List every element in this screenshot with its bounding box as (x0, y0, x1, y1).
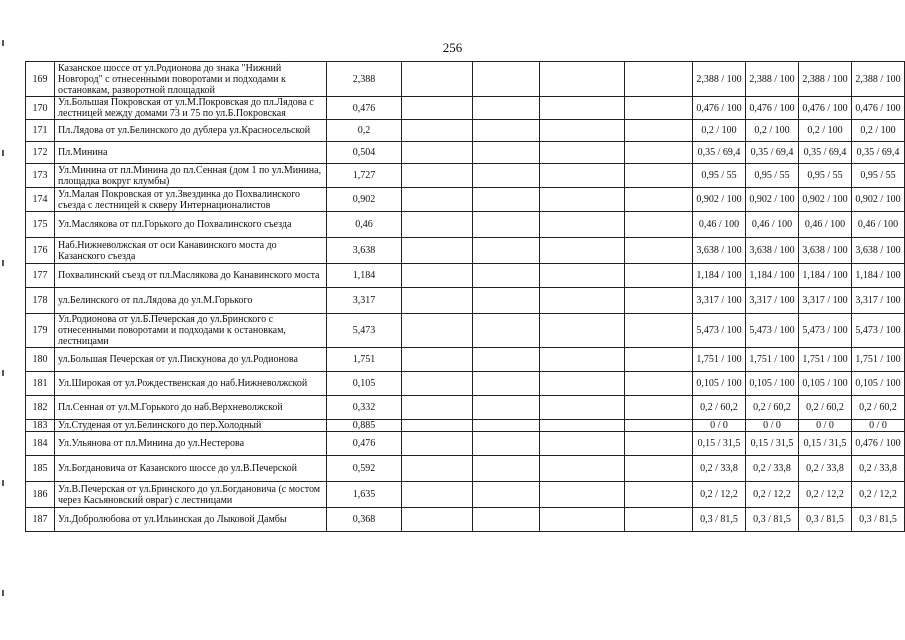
row-number: 184 (26, 432, 55, 456)
value-cell: 1,751 / 100 (799, 348, 852, 372)
table-row (26, 97, 905, 120)
value-cell: 0,95 / 55 (852, 164, 905, 188)
value-cell: 0,3 / 81,5 (799, 508, 852, 532)
value-cell: 0,2 / 33,8 (693, 456, 746, 482)
empty-cell (402, 97, 473, 120)
value-cell: 2,388 / 100 (693, 62, 746, 97)
value-cell: 3,638 / 100 (799, 238, 852, 264)
empty-cell (473, 482, 540, 508)
road-name: ул.Большая Печерская от ул.Пискунова до ул.Родионова (55, 348, 327, 372)
value-cell: 0,2 / 100 (746, 120, 799, 142)
road-name: Ул.Ульянова от пл.Минина до ул.Нестерова (55, 432, 327, 456)
row-number: 169 (26, 62, 55, 97)
empty-cell (540, 62, 625, 97)
empty-cell (402, 372, 473, 396)
empty-cell (402, 238, 473, 264)
empty-cell (625, 396, 693, 420)
table-row (26, 420, 905, 432)
road-length: 1,751 (327, 348, 402, 372)
value-cell: 0,902 / 100 (746, 188, 799, 212)
value-cell: 0,15 / 31,5 (799, 432, 852, 456)
value-cell: 0,902 / 100 (852, 188, 905, 212)
empty-cell (402, 432, 473, 456)
value-cell: 0,95 / 55 (693, 164, 746, 188)
empty-cell (540, 314, 625, 348)
empty-cell (402, 188, 473, 212)
empty-cell (625, 288, 693, 314)
value-cell: 0,2 / 12,2 (799, 482, 852, 508)
road-name: Ул.В.Печерская от ул.Бринского до ул.Богдановича (с мостом через Касьяновский овраг) с лестницами (55, 482, 327, 508)
binding-margin-marks (2, 0, 4, 640)
empty-cell (402, 120, 473, 142)
value-cell: 0,105 / 100 (852, 372, 905, 396)
value-cell: 0,2 / 12,2 (852, 482, 905, 508)
value-cell: 0,2 / 33,8 (799, 456, 852, 482)
table-row (26, 62, 905, 97)
empty-cell (540, 142, 625, 164)
value-cell: 0 / 0 (852, 420, 905, 432)
road-name: Пл.Лядова от ул.Белинского до дублера ул.Красносельской (55, 120, 327, 142)
value-cell: 0,902 / 100 (693, 188, 746, 212)
value-cell: 0,476 / 100 (852, 97, 905, 120)
empty-cell (625, 264, 693, 288)
table-row (26, 456, 905, 482)
row-number: 185 (26, 456, 55, 482)
value-cell: 0,35 / 69,4 (799, 142, 852, 164)
empty-cell (402, 348, 473, 372)
value-cell: 0,35 / 69,4 (746, 142, 799, 164)
empty-cell (473, 97, 540, 120)
empty-cell (540, 212, 625, 238)
value-cell: 0,476 / 100 (746, 97, 799, 120)
road-length: 0,46 (327, 212, 402, 238)
table-row (26, 188, 905, 212)
value-cell: 1,751 / 100 (693, 348, 746, 372)
road-length: 0,504 (327, 142, 402, 164)
road-name: Ул.Минина от пл.Минина до пл.Сенная (дом 1 по ул.Минина, площадка вокруг клумбы) (55, 164, 327, 188)
road-length: 1,184 (327, 264, 402, 288)
row-number: 170 (26, 97, 55, 120)
empty-cell (402, 142, 473, 164)
value-cell: 1,751 / 100 (852, 348, 905, 372)
road-name: Ул.Малая Покровская от ул.Звездинка до Похвалинского съезда с лестницей к скверу Интернационалистов (55, 188, 327, 212)
value-cell: 0,95 / 55 (746, 164, 799, 188)
road-length: 0,592 (327, 456, 402, 482)
empty-cell (402, 508, 473, 532)
empty-cell (625, 142, 693, 164)
road-name: Ул.Студеная от ул.Белинского до пер.Холодный (55, 420, 327, 432)
empty-cell (625, 432, 693, 456)
table-row (26, 372, 905, 396)
empty-cell (625, 212, 693, 238)
empty-cell (402, 482, 473, 508)
empty-cell (540, 372, 625, 396)
empty-cell (473, 142, 540, 164)
value-cell: 1,184 / 100 (746, 264, 799, 288)
empty-cell (473, 164, 540, 188)
value-cell: 0,902 / 100 (799, 188, 852, 212)
empty-cell (540, 264, 625, 288)
empty-cell (625, 508, 693, 532)
empty-cell (540, 164, 625, 188)
value-cell: 0,2 / 33,8 (746, 456, 799, 482)
value-cell: 0 / 0 (746, 420, 799, 432)
value-cell: 0,46 / 100 (693, 212, 746, 238)
empty-cell (473, 120, 540, 142)
empty-cell (473, 348, 540, 372)
empty-cell (625, 238, 693, 264)
table-row (26, 348, 905, 372)
row-number: 187 (26, 508, 55, 532)
empty-cell (540, 188, 625, 212)
road-name: Ул.Добролюбова от ул.Ильинская до Лыковой Дамбы (55, 508, 327, 532)
empty-cell (540, 456, 625, 482)
value-cell: 3,317 / 100 (693, 288, 746, 314)
empty-cell (540, 432, 625, 456)
road-name: Пл.Минина (55, 142, 327, 164)
empty-cell (473, 420, 540, 432)
row-number: 186 (26, 482, 55, 508)
empty-cell (540, 238, 625, 264)
value-cell: 0,3 / 81,5 (852, 508, 905, 532)
value-cell: 0,2 / 100 (693, 120, 746, 142)
empty-cell (473, 396, 540, 420)
value-cell: 0,2 / 12,2 (693, 482, 746, 508)
row-number: 175 (26, 212, 55, 238)
empty-cell (402, 456, 473, 482)
row-number: 172 (26, 142, 55, 164)
empty-cell (473, 264, 540, 288)
value-cell: 0,15 / 31,5 (746, 432, 799, 456)
value-cell: 0,35 / 69,4 (852, 142, 905, 164)
table-row (26, 120, 905, 142)
empty-cell (625, 348, 693, 372)
value-cell: 5,473 / 100 (693, 314, 746, 348)
road-length: 0,368 (327, 508, 402, 532)
empty-cell (625, 164, 693, 188)
value-cell: 0,2 / 60,2 (746, 396, 799, 420)
value-cell: 0,2 / 100 (852, 120, 905, 142)
empty-cell (473, 288, 540, 314)
value-cell: 0,2 / 60,2 (852, 396, 905, 420)
road-length: 1,727 (327, 164, 402, 188)
empty-cell (402, 314, 473, 348)
empty-cell (540, 97, 625, 120)
empty-cell (625, 314, 693, 348)
road-length: 0,476 (327, 97, 402, 120)
empty-cell (473, 238, 540, 264)
value-cell: 1,184 / 100 (852, 264, 905, 288)
value-cell: 0,2 / 33,8 (852, 456, 905, 482)
empty-cell (625, 188, 693, 212)
road-name: Казанское шоссе от ул.Родионова до знака "Нижний Новгород" с отнесенными поворотами и подходами к остановкам, разворотной площадкой (55, 62, 327, 97)
empty-cell (473, 456, 540, 482)
empty-cell (540, 120, 625, 142)
row-number: 183 (26, 420, 55, 432)
table-row (26, 482, 905, 508)
row-number: 178 (26, 288, 55, 314)
value-cell: 0,95 / 55 (799, 164, 852, 188)
road-length: 0,2 (327, 120, 402, 142)
row-number: 179 (26, 314, 55, 348)
road-length: 2,388 (327, 62, 402, 97)
empty-cell (473, 314, 540, 348)
road-length: 0,902 (327, 188, 402, 212)
table-row (26, 212, 905, 238)
empty-cell (540, 396, 625, 420)
table-row (26, 142, 905, 164)
empty-cell (402, 164, 473, 188)
table-row (26, 396, 905, 420)
empty-cell (540, 288, 625, 314)
value-cell: 3,317 / 100 (799, 288, 852, 314)
value-cell: 0,476 / 100 (693, 97, 746, 120)
value-cell: 0,476 / 100 (799, 97, 852, 120)
row-number: 181 (26, 372, 55, 396)
roads-table (25, 61, 905, 532)
value-cell: 5,473 / 100 (852, 314, 905, 348)
road-length: 0,105 (327, 372, 402, 396)
empty-cell (540, 348, 625, 372)
empty-cell (402, 264, 473, 288)
road-length: 5,473 (327, 314, 402, 348)
row-number: 177 (26, 264, 55, 288)
row-number: 180 (26, 348, 55, 372)
empty-cell (402, 288, 473, 314)
value-cell: 3,638 / 100 (746, 238, 799, 264)
row-number: 174 (26, 188, 55, 212)
empty-cell (625, 120, 693, 142)
page-number: 256 (442, 40, 463, 55)
value-cell: 0 / 0 (693, 420, 746, 432)
road-length: 1,635 (327, 482, 402, 508)
value-cell: 1,184 / 100 (799, 264, 852, 288)
table-body (26, 62, 905, 532)
value-cell: 0,2 / 60,2 (799, 396, 852, 420)
value-cell: 0,3 / 81,5 (693, 508, 746, 532)
empty-cell (402, 420, 473, 432)
empty-cell (473, 62, 540, 97)
value-cell: 0,46 / 100 (799, 212, 852, 238)
table-row (26, 314, 905, 348)
empty-cell (402, 62, 473, 97)
value-cell: 1,751 / 100 (746, 348, 799, 372)
value-cell: 0,2 / 100 (799, 120, 852, 142)
value-cell: 2,388 / 100 (799, 62, 852, 97)
empty-cell (402, 396, 473, 420)
empty-cell (473, 188, 540, 212)
road-name: Пл.Сенная от ул.М.Горького до наб.Верхневолжской (55, 396, 327, 420)
empty-cell (473, 508, 540, 532)
value-cell: 3,638 / 100 (852, 238, 905, 264)
empty-cell (625, 372, 693, 396)
table-row (26, 288, 905, 314)
value-cell: 5,473 / 100 (799, 314, 852, 348)
empty-cell (473, 432, 540, 456)
value-cell: 1,184 / 100 (693, 264, 746, 288)
value-cell: 2,388 / 100 (852, 62, 905, 97)
value-cell: 0,46 / 100 (746, 212, 799, 238)
empty-cell (540, 482, 625, 508)
empty-cell (625, 456, 693, 482)
road-name: Похвалинский съезд от пл.Маслякова до Канавинского моста (55, 264, 327, 288)
table-row (26, 238, 905, 264)
empty-cell (625, 62, 693, 97)
value-cell: 0,15 / 31,5 (693, 432, 746, 456)
value-cell: 0,2 / 12,2 (746, 482, 799, 508)
value-cell: 3,638 / 100 (693, 238, 746, 264)
road-length: 3,317 (327, 288, 402, 314)
table-row (26, 164, 905, 188)
value-cell: 0,105 / 100 (799, 372, 852, 396)
table-row (26, 432, 905, 456)
road-length: 0,332 (327, 396, 402, 420)
value-cell: 3,317 / 100 (852, 288, 905, 314)
road-name: Наб.Нижневолжская от оси Канавинского моста до Казанского съезда (55, 238, 327, 264)
value-cell: 5,473 / 100 (746, 314, 799, 348)
road-name: Ул.Родионова от ул.Б.Печерская до ул.Бринского с отнесенными поворотами и подходами к остановкам, лестницами (55, 314, 327, 348)
road-name: Ул.Богдановича от Казанского шоссе до ул.В.Печерской (55, 456, 327, 482)
value-cell: 0,35 / 69,4 (693, 142, 746, 164)
value-cell: 0,476 / 100 (852, 432, 905, 456)
value-cell: 0,105 / 100 (746, 372, 799, 396)
road-name: Ул.Широкая от ул.Рождественская до наб.Нижневолжской (55, 372, 327, 396)
empty-cell (473, 372, 540, 396)
empty-cell (402, 212, 473, 238)
table-row (26, 508, 905, 532)
value-cell: 0,2 / 60,2 (693, 396, 746, 420)
empty-cell (625, 420, 693, 432)
value-cell: 0,105 / 100 (693, 372, 746, 396)
row-number: 173 (26, 164, 55, 188)
empty-cell (625, 97, 693, 120)
road-length: 0,476 (327, 432, 402, 456)
value-cell: 0,3 / 81,5 (746, 508, 799, 532)
row-number: 176 (26, 238, 55, 264)
empty-cell (540, 508, 625, 532)
empty-cell (625, 482, 693, 508)
value-cell: 3,317 / 100 (746, 288, 799, 314)
road-length: 3,638 (327, 238, 402, 264)
empty-cell (473, 212, 540, 238)
road-name: Ул.Маслякова от пл.Горького до Похвалинского съезда (55, 212, 327, 238)
value-cell: 2,388 / 100 (746, 62, 799, 97)
value-cell: 0 / 0 (799, 420, 852, 432)
row-number: 182 (26, 396, 55, 420)
table-row (26, 264, 905, 288)
road-name: Ул.Большая Покровская от ул.М.Покровская до пл.Лядова с лестницей между домами 73 и 75 по ул.Б.Покровская (55, 97, 327, 120)
row-number: 171 (26, 120, 55, 142)
value-cell: 0,46 / 100 (852, 212, 905, 238)
road-length: 0,885 (327, 420, 402, 432)
road-name: ул.Белинского от пл.Лядова до ул.М.Горького (55, 288, 327, 314)
empty-cell (540, 420, 625, 432)
